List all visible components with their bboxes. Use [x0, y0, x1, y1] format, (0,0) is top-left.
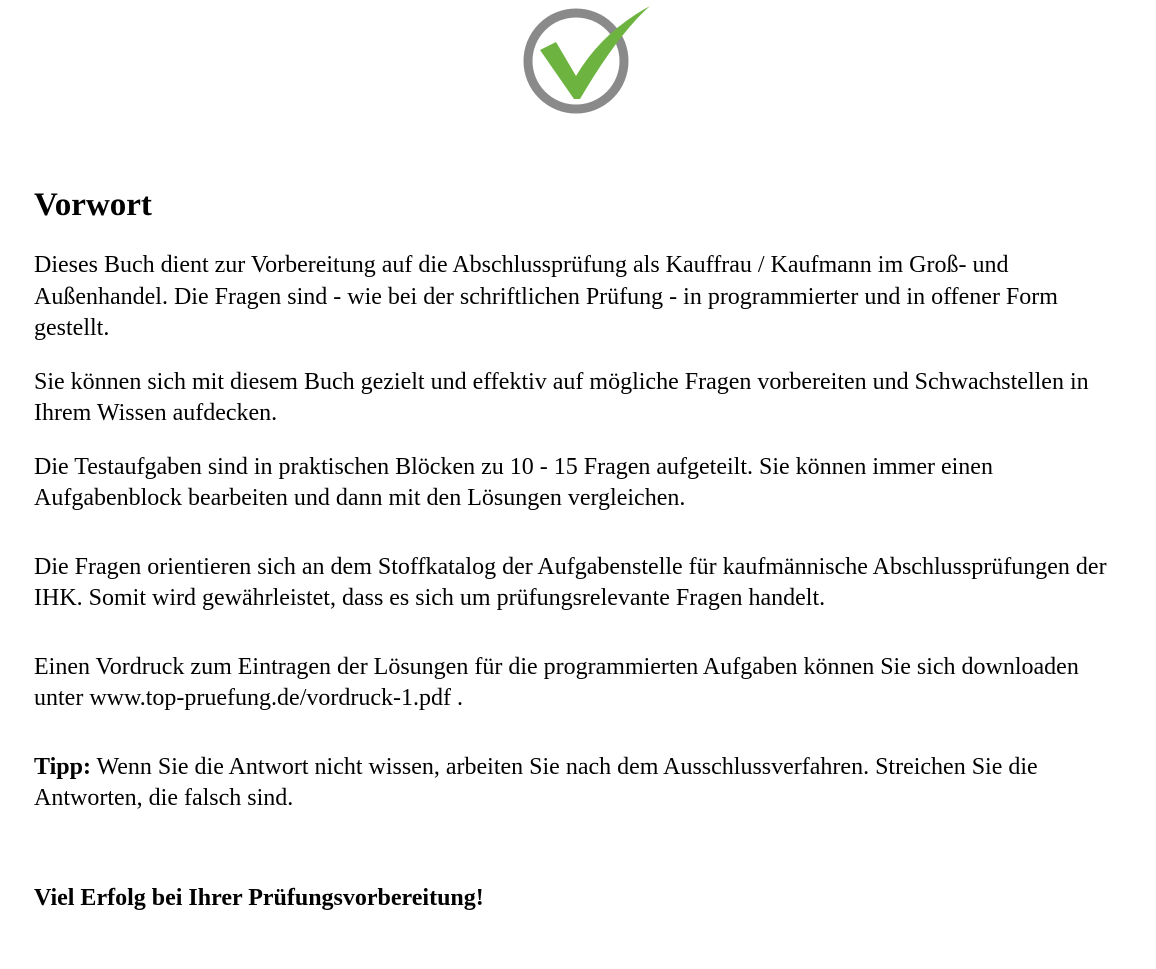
checkmark-circle-icon — [520, 4, 654, 114]
document-body — [34, 186, 1124, 914]
page-title: Vorwort — [34, 187, 152, 223]
tip-paragraph — [34, 752, 1124, 815]
closing-line: Viel Erfolg bei Ihrer Prüfungsvorbereitung! — [34, 884, 484, 911]
paragraph-benefit: Sie können sich mit diesem Buch gezielt und effektiv auf mögliche Fragen vorbereiten und Schwachstellen in Ihrem Wissen aufdecken. — [34, 368, 1089, 426]
paragraph-intro: Dieses Buch dient zur Vorbereitung auf die Abschlussprüfung als Kauffrau / Kaufmann im Groß- und Außenhandel. Die Fragen sind - wie bei der schriftlichen Prüfung - in programmierter und in offener Form gestellt. — [34, 252, 1058, 341]
paragraph-catalog: Die Fragen orientieren sich an dem Stoffkatalog der Aufgabenstelle für kaufmännische Abschlussprüfungen der IHK. Somit wird gewährleistet, dass es sich um prüfungsrelevante Fragen handelt. — [34, 553, 1107, 611]
checkmark-logo — [520, 4, 654, 114]
tip-label: Tipp: — [34, 753, 91, 780]
tip-text: Wenn Sie die Antwort nicht wissen, arbeiten Sie nach dem Ausschlussverfahren. Streichen Sie die Antworten, die falsch sind. — [34, 753, 1038, 811]
paragraph-download: Einen Vordruck zum Eintragen der Lösungen für die programmierten Aufgaben können Sie sich downloaden unter www.top-pruefung.de/vordruck-1.pdf . — [34, 653, 1079, 711]
paragraph-blocks: Die Testaufgaben sind in praktischen Blöcken zu 10 - 15 Fragen aufgeteilt. Sie können immer einen Aufgabenblock bearbeiten und dann mit den Lösungen vergleichen. — [34, 453, 993, 511]
